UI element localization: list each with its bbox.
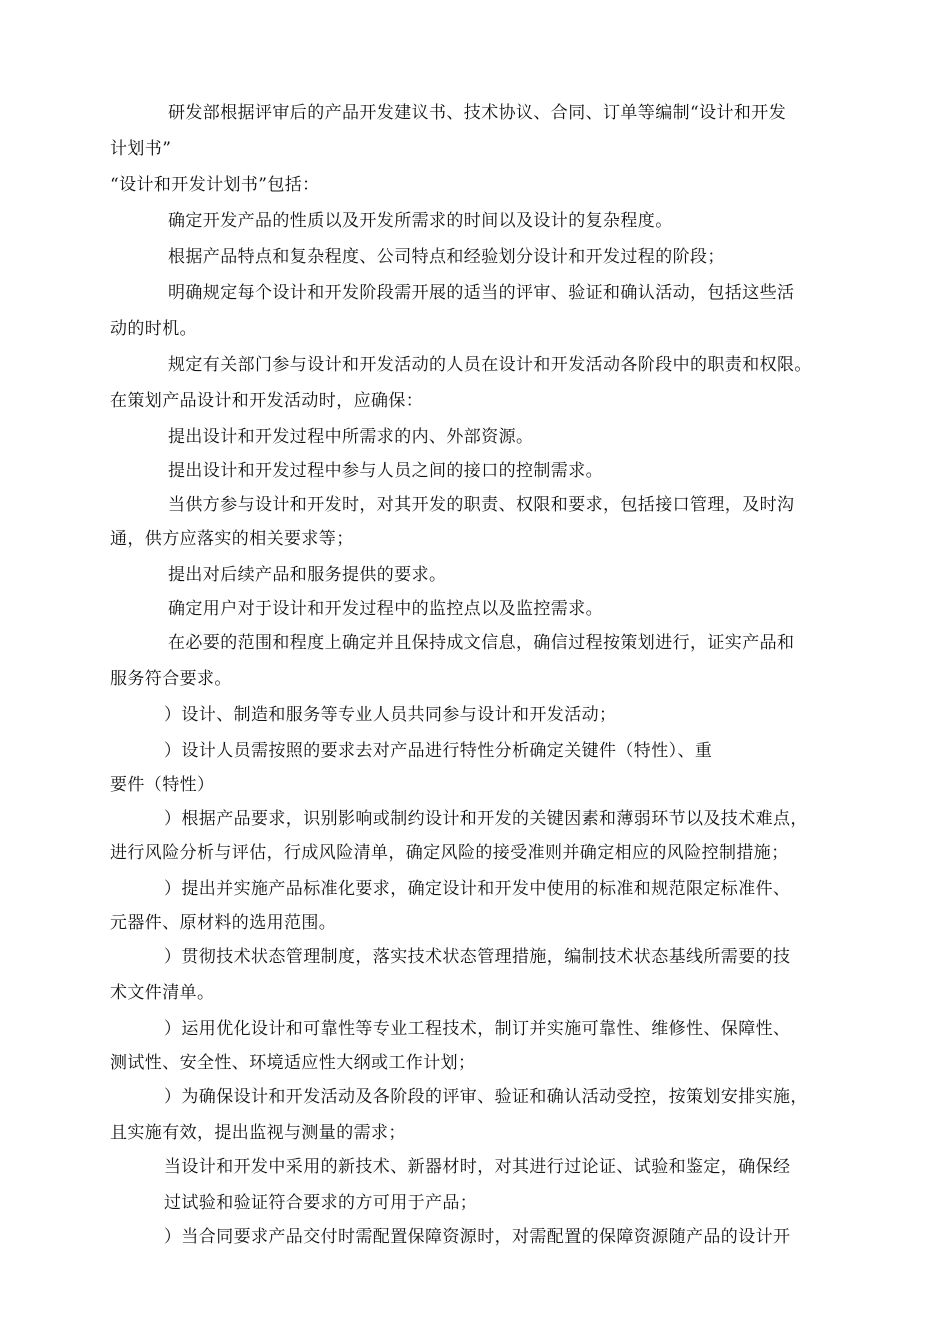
paragraph-line: 进行风险分析与评估，行成风险清单，确定风险的接受准则并确定相应的风险控制措施；: [110, 843, 789, 863]
paragraph-line: 术文件清单。: [110, 983, 215, 1003]
paragraph-line: 当供方参与设计和开发时，对其开发的职责、权限和要求，包括接口管理，及时沟: [168, 495, 795, 515]
paragraph-line: 要件（特性）: [110, 775, 215, 795]
paragraph-line: 通，供方应落实的相关要求等；: [110, 529, 354, 549]
paragraph-line: 且实施有效，提出监视与测量的需求；: [110, 1123, 406, 1143]
paragraph-line: ）当合同要求产品交付时需配置保障资源时，对需配置的保障资源随产品的设计开: [164, 1227, 791, 1247]
paragraph-line: 明确规定每个设计和开发阶段需开展的适当的评审、验证和确认活动，包括这些活: [168, 283, 795, 303]
paragraph-line: ）设计人员需按照的要求去对产品进行特性分析确定关键件（特性）、重: [164, 741, 713, 761]
paragraph-line: 服务符合要求。: [110, 669, 232, 689]
paragraph-line: 确定用户对于设计和开发过程中的监控点以及监控需求。: [168, 599, 603, 619]
paragraph-line: 元器件、原材料的选用范围。: [110, 913, 337, 933]
paragraph-line: ）贯彻技术状态管理制度，落实技术状态管理措施，编制技术状态基线所需要的技: [164, 947, 791, 967]
paragraph-line: 计划书”: [110, 139, 172, 159]
paragraph-line: 提出设计和开发过程中所需求的内、外部资源。: [168, 427, 534, 447]
paragraph-line: 规定有关部门参与设计和开发活动的人员在设计和开发活动各阶段中的职责和权限。: [168, 355, 812, 375]
paragraph-line: 确定开发产品的性质以及开发所需求的时间以及设计的复杂程度。: [168, 211, 673, 231]
paragraph-line: “设计和开发计划书”包括：: [110, 175, 320, 195]
paragraph-line: 研发部根据评审后的产品开发建议书、技术协议、合同、订单等编制“设计和开发: [168, 103, 787, 123]
paragraph-line: 在必要的范围和程度上确定并且保持成文信息，确信过程按策划进行，证实产品和: [168, 633, 795, 653]
paragraph-line: 动的时机。: [110, 319, 197, 339]
paragraph-line: ）为确保设计和开发活动及各阶段的评审、验证和确认活动受控，按策划安排实施，: [164, 1087, 808, 1107]
paragraph-line: 提出对后续产品和服务提供的要求。: [168, 565, 447, 585]
paragraph-line: ）提出并实施产品标准化要求，确定设计和开发中使用的标准和规范限定标准件、: [164, 879, 791, 899]
paragraph-line: 提出设计和开发过程中参与人员之间的接口的控制需求。: [168, 461, 603, 481]
paragraph-line: ）运用优化设计和可靠性等专业工程技术，制订并实施可靠性、维修性、保障性、: [164, 1019, 791, 1039]
paragraph-line: 测试性、安全性、环境适应性大纲或工作计划；: [110, 1053, 476, 1073]
paragraph-line: 根据产品特点和复杂程度、公司特点和经验划分设计和开发过程的阶段；: [168, 247, 725, 267]
paragraph-line: 当设计和开发中采用的新技术、新器材时，对其进行过论证、试验和鉴定，确保经: [164, 1157, 791, 1177]
paragraph-line: ）设计、制造和服务等专业人员共同参与设计和开发活动；: [164, 705, 617, 725]
paragraph-line: ）根据产品要求，识别影响或制约设计和开发的关键因素和薄弱环节以及技术难点，: [164, 809, 808, 829]
paragraph-line: 在策划产品设计和开发活动时，应确保：: [110, 391, 424, 411]
paragraph-line: 过试验和验证符合要求的方可用于产品；: [164, 1193, 478, 1213]
